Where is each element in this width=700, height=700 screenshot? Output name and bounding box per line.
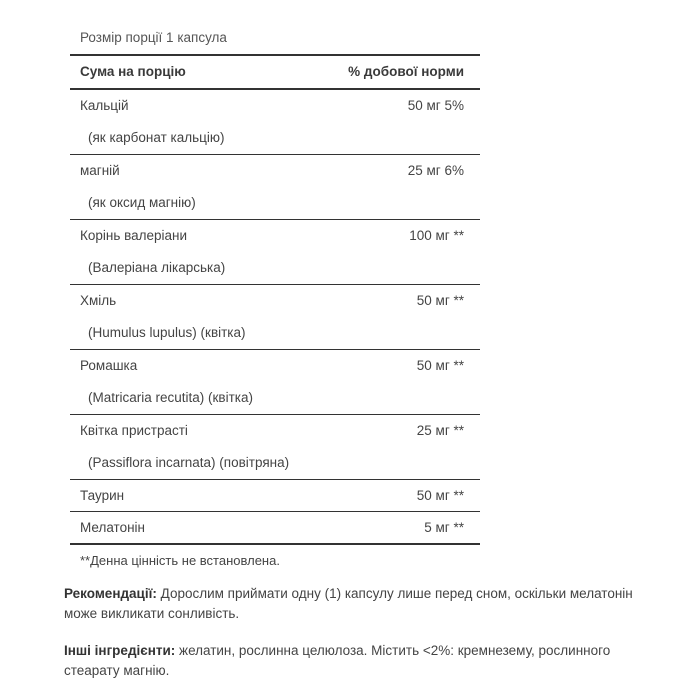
nutrient-source: (як карбонат кальцію) <box>88 130 225 145</box>
daily-value-footnote: **Денна цінність не встановлена. <box>70 543 480 577</box>
nutrient-value: 25 мг 6% <box>407 163 464 178</box>
other-ingredients-label: Інші інгредієнти: <box>64 643 176 658</box>
other-ingredients-paragraph <box>64 641 644 681</box>
recommendations-paragraph <box>64 584 644 624</box>
nutrient-row-hops <box>70 284 480 349</box>
nutrient-value: 50 мг ** <box>416 293 464 308</box>
nutrient-name: Квітка пристрасті <box>80 423 188 438</box>
nutrient-row-valerian-root <box>70 219 480 284</box>
recommendations-text: Дорослим приймати одну (1) капсулу лише перед сном, оскільки мелатонін може викликати сонливість. <box>64 586 633 621</box>
facts-header-row <box>70 54 480 88</box>
nutrient-row-melatonin <box>70 511 480 543</box>
supplement-facts-panel <box>70 22 480 577</box>
nutrient-row-chamomile <box>70 349 480 414</box>
nutrient-row-magnesium <box>70 154 480 219</box>
recommendations-label: Рекомендації: <box>64 586 157 601</box>
nutrient-row-taurine <box>70 479 480 511</box>
nutrient-source: (Humulus lupulus) (квітка) <box>88 325 246 340</box>
nutrient-value: 25 мг ** <box>416 423 464 438</box>
daily-value-header: % добової норми <box>348 64 464 79</box>
nutrient-value: 5 мг ** <box>424 520 464 535</box>
nutrient-name: Таурин <box>80 488 125 503</box>
nutrient-name: Ромашка <box>80 358 138 373</box>
nutrient-value: 50 мг ** <box>416 358 464 373</box>
nutrient-name: Мелатонін <box>80 520 145 535</box>
serving-size: Розмір порції 1 капсула <box>80 30 227 45</box>
nutrient-name: Корінь валеріани <box>80 228 188 243</box>
nutrient-source: (як оксид магнію) <box>88 195 196 210</box>
nutrient-value: 100 мг ** <box>409 228 464 243</box>
amount-per-serving-header: Сума на порцію <box>80 64 186 79</box>
nutrient-name: Кальцій <box>80 98 129 113</box>
nutrient-source: (Passiflora incarnata) (повітряна) <box>88 455 290 470</box>
nutrient-source: (Matricaria recutita) (квітка) <box>88 390 253 405</box>
other-ingredients-text: желатин, рослинна целюлоза. Містить <2%: кремнезему, рослинного стеарату магнію. <box>64 643 611 678</box>
nutrient-value: 50 мг 5% <box>407 98 464 113</box>
nutrient-row-passion-flower <box>70 414 480 479</box>
nutrient-source: (Валеріана лікарська) <box>88 260 226 275</box>
nutrient-name: Хміль <box>80 293 117 308</box>
nutrient-row-calcium <box>70 88 480 154</box>
nutrient-value: 50 мг ** <box>416 488 464 503</box>
nutrient-name: магній <box>80 163 120 178</box>
